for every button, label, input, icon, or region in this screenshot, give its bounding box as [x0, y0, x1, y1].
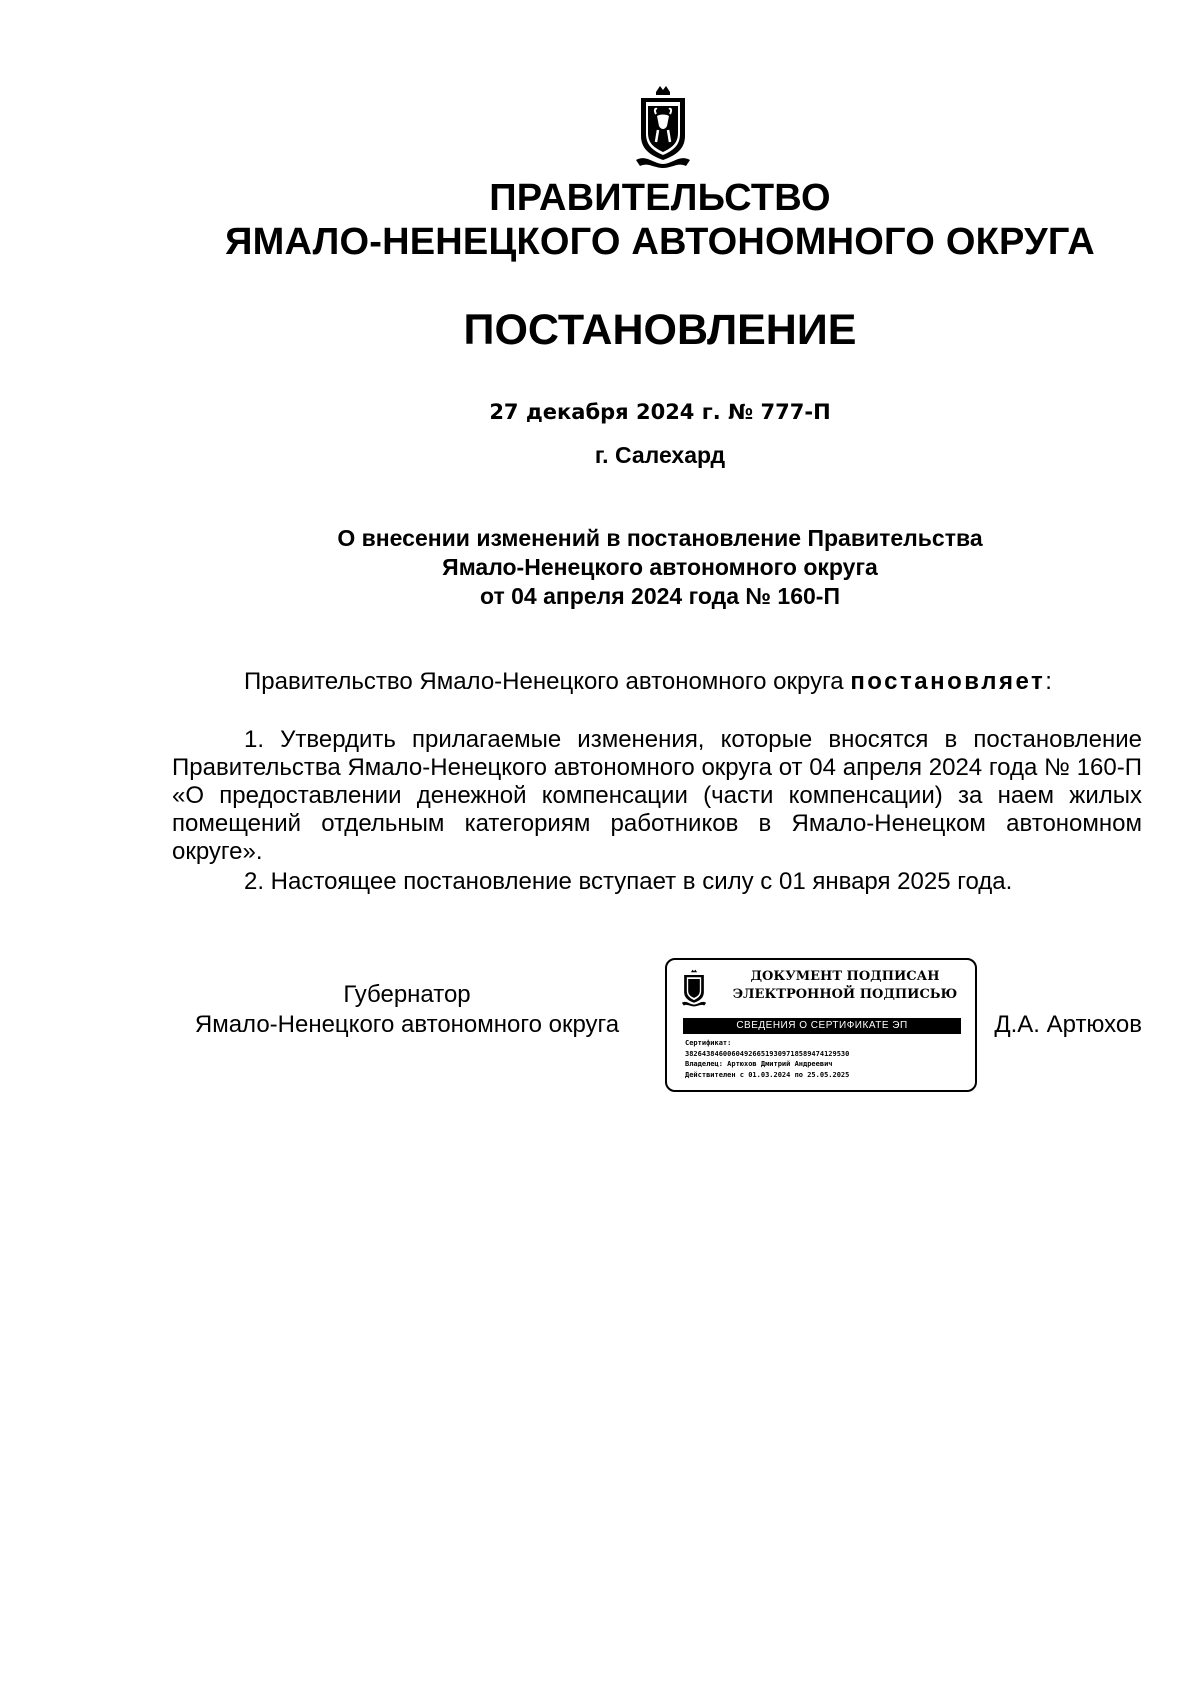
certificate-number: 382643846006049266519309718589474129530 — [685, 1049, 850, 1058]
org-name-line2: ЯМАЛО-НЕНЕЦКОГО АВТОНОМНОГО ОКРУГА — [225, 221, 1095, 263]
preamble — [172, 668, 1200, 696]
preamble-text: Правительство Ямало-Ненецкого автономного округа — [244, 668, 851, 695]
signatory-name: Д.А. Артюхов — [994, 1011, 1142, 1038]
stamp-title-line2: ЭЛЕКТРОННОЙ ПОДПИСЬЮ — [732, 987, 958, 1002]
document-date-number: 27 декабря 2024 г. № 777-П — [489, 400, 831, 424]
stamp-title-line1: ДОКУМЕНТ ПОДПИСАН — [750, 969, 940, 984]
subject-line: от 04 апреля 2024 года № 160-П — [479, 583, 840, 609]
coat-of-arms-icon — [681, 968, 707, 1008]
electronic-signature-stamp — [665, 958, 977, 1092]
document-city: г. Салехард — [594, 442, 726, 468]
document-subject — [0, 524, 1200, 611]
subject-line: Ямало-Ненецкого автономного округа — [442, 554, 878, 580]
clause-2: 2. Настоящее постановление вступает в силу с 01 января 2025 года. — [244, 868, 1013, 895]
signatory-title-line2: Ямало-Ненецкого автономного округа — [194, 1011, 620, 1038]
signatory-title-line1: Губернатор — [343, 981, 471, 1008]
coat-of-arms-icon — [634, 84, 692, 170]
stamp-certificate-bar: СВЕДЕНИЯ О СЕРТИФИКАТЕ ЭП — [683, 1018, 961, 1034]
org-name-line1: ПРАВИТЕЛЬСТВО — [489, 177, 831, 219]
stamp-certificate-info — [685, 1038, 965, 1080]
preamble-end: : — [1045, 668, 1052, 695]
stamp-title — [729, 968, 961, 1004]
certificate-validity: Действителен с 01.03.2024 по 25.05.2025 — [685, 1070, 850, 1079]
document-type: ПОСТАНОВЛЕНИЕ — [463, 306, 857, 354]
subject-line: О внесении изменений в постановление Правительства — [337, 525, 983, 551]
certificate-owner: Владелец: Артюхов Дмитрий Андреевич — [685, 1060, 833, 1068]
clause-1: 1. Утвердить прилагаемые изменения, которые вносятся в постановление Правительства Ямало-Ненецкого автономного округа от 04 апреля 2024 года № 160-П «О предоставлении денежной компенсации (части компенсации) за наем жилых помещений отдельным категориям работников в Ямало-Ненецком автономном округе». — [172, 726, 1142, 865]
certificate-label: Сертификат: — [685, 1039, 732, 1047]
preamble-verb: постановляет — [850, 668, 1046, 695]
signatory-title — [172, 980, 642, 1040]
